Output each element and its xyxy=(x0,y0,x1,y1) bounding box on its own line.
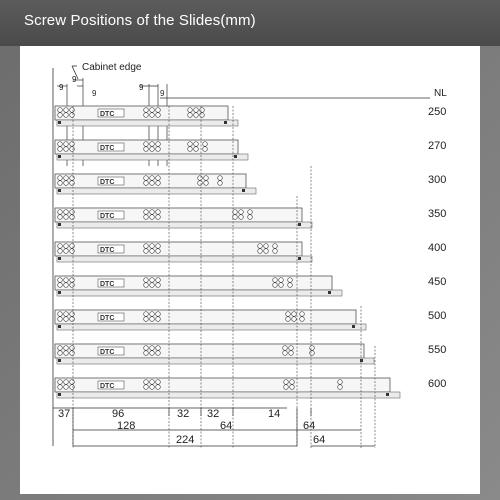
screw-hole xyxy=(70,210,75,215)
screw-hole xyxy=(144,312,149,317)
screw-hole xyxy=(144,181,149,186)
screw-hole xyxy=(144,317,149,322)
screw-hole xyxy=(248,215,253,220)
screw-hole xyxy=(156,283,161,288)
screw-hole xyxy=(58,113,63,118)
slide-500 xyxy=(55,310,446,330)
screw-hole xyxy=(150,113,155,118)
screw-hole xyxy=(264,249,269,254)
screw-hole xyxy=(64,249,69,254)
screw-hole xyxy=(156,249,161,254)
bottom-dim-32a: 32 xyxy=(177,408,190,420)
screw-hole xyxy=(194,113,199,118)
screw-hole xyxy=(150,181,155,186)
screw-hole xyxy=(279,283,284,288)
slide-300 xyxy=(55,174,446,194)
screw-hole xyxy=(144,142,149,147)
screw-hole xyxy=(203,147,208,152)
screw-hole xyxy=(64,210,69,215)
screw-hole xyxy=(64,351,69,356)
screw-hole xyxy=(64,108,69,113)
nl-value-500: 500 xyxy=(428,310,447,322)
screw-hole xyxy=(58,210,63,215)
screw-hole xyxy=(70,283,75,288)
screw-hole xyxy=(70,312,75,317)
top-dim-1: 9 xyxy=(59,83,64,92)
screw-hole xyxy=(150,317,155,322)
rail-mark xyxy=(352,325,355,328)
screw-hole xyxy=(64,380,69,385)
screw-hole xyxy=(64,312,69,317)
screw-hole xyxy=(200,108,205,113)
screw-hole xyxy=(144,147,149,152)
screw-hole xyxy=(156,317,161,322)
screw-hole xyxy=(279,278,284,283)
nl-value-400: 400 xyxy=(428,242,447,254)
bottom-dim-96: 96 xyxy=(112,408,125,420)
screw-hole xyxy=(58,181,63,186)
screw-hole xyxy=(286,312,291,317)
rail-mark xyxy=(58,121,61,124)
cabinet-edge-label: Cabinet edge xyxy=(82,62,142,73)
screw-hole xyxy=(233,210,238,215)
slide-rail xyxy=(57,324,366,330)
screw-hole xyxy=(188,142,193,147)
screw-hole xyxy=(150,244,155,249)
top-dim-3: 9 xyxy=(92,89,97,98)
rail-mark xyxy=(242,189,245,192)
screw-hole xyxy=(58,176,63,181)
screw-hole xyxy=(70,351,75,356)
slide-350 xyxy=(55,208,446,228)
brand-label: DTC xyxy=(100,383,115,390)
screw-hole xyxy=(150,249,155,254)
brand-label: DTC xyxy=(100,247,115,254)
screw-hole xyxy=(70,278,75,283)
screw-hole xyxy=(64,215,69,220)
page-title: Screw Positions of the Slides(mm) xyxy=(24,12,256,29)
slide-rail xyxy=(57,154,248,160)
screw-hole xyxy=(156,147,161,152)
screw-hole xyxy=(150,283,155,288)
screw-hole xyxy=(194,108,199,113)
screw-hole xyxy=(273,244,278,249)
screw-hole xyxy=(264,244,269,249)
screw-hole xyxy=(290,380,295,385)
screw-hole xyxy=(58,142,63,147)
screw-hole xyxy=(310,346,315,351)
screw-hole xyxy=(70,176,75,181)
slide-rail xyxy=(57,188,256,194)
screw-hole xyxy=(150,346,155,351)
screw-hole xyxy=(144,278,149,283)
screw-hole xyxy=(150,351,155,356)
bottom-dim-64a: 64 xyxy=(220,420,233,432)
screw-hole xyxy=(156,346,161,351)
screw-hole xyxy=(144,113,149,118)
screw-hole xyxy=(64,346,69,351)
nl-header: NL xyxy=(434,88,447,99)
screw-hole xyxy=(156,215,161,220)
slide-550 xyxy=(55,344,446,364)
screw-hole xyxy=(70,385,75,390)
screw-hole xyxy=(258,244,263,249)
screw-hole xyxy=(156,278,161,283)
screw-hole xyxy=(70,317,75,322)
screw-hole xyxy=(150,210,155,215)
screw-hole xyxy=(58,385,63,390)
brand-label: DTC xyxy=(100,281,115,288)
screw-hole xyxy=(239,215,244,220)
screw-hole xyxy=(58,351,63,356)
slide-rail xyxy=(57,290,342,296)
screw-hole xyxy=(290,385,295,390)
screw-hole xyxy=(64,317,69,322)
screw-hole xyxy=(300,312,305,317)
screw-hole xyxy=(273,249,278,254)
screw-hole xyxy=(58,244,63,249)
screw-hole xyxy=(292,317,297,322)
screw-hole xyxy=(239,210,244,215)
screw-hole xyxy=(218,181,223,186)
screw-position-diagram xyxy=(20,46,480,494)
screw-hole xyxy=(198,176,203,181)
screw-hole xyxy=(198,181,203,186)
screw-hole xyxy=(273,283,278,288)
slide-400 xyxy=(55,242,446,262)
screw-hole xyxy=(288,283,293,288)
rail-mark xyxy=(58,223,61,226)
brand-label: DTC xyxy=(100,213,115,220)
rail-mark xyxy=(58,257,61,260)
screw-hole xyxy=(248,210,253,215)
rail-mark xyxy=(58,291,61,294)
screw-hole xyxy=(58,278,63,283)
bottom-dim-32b: 32 xyxy=(207,408,220,420)
screw-hole xyxy=(283,346,288,351)
screw-hole xyxy=(288,278,293,283)
screw-hole xyxy=(156,108,161,113)
screw-hole xyxy=(258,249,263,254)
bottom-dim-37: 37 xyxy=(58,408,71,420)
slide-600 xyxy=(55,378,446,398)
screw-hole xyxy=(64,244,69,249)
screw-hole xyxy=(150,385,155,390)
rail-mark xyxy=(234,155,237,158)
screw-hole xyxy=(338,380,343,385)
bottom-dim-128: 128 xyxy=(117,420,136,432)
rail-mark xyxy=(58,325,61,328)
screw-hole xyxy=(156,210,161,215)
slide-body xyxy=(55,208,302,222)
screw-hole xyxy=(150,215,155,220)
bottom-dim-14: 14 xyxy=(268,408,281,420)
screw-hole xyxy=(233,215,238,220)
rail-mark xyxy=(58,155,61,158)
screw-hole xyxy=(58,312,63,317)
screw-hole xyxy=(150,278,155,283)
rail-mark xyxy=(58,359,61,362)
rail-mark xyxy=(298,257,301,260)
screw-hole xyxy=(188,147,193,152)
rail-mark xyxy=(224,121,227,124)
screw-hole xyxy=(70,113,75,118)
rail-mark xyxy=(58,393,61,396)
screw-hole xyxy=(218,176,223,181)
screw-hole xyxy=(144,176,149,181)
screw-hole xyxy=(70,244,75,249)
bottom-dim-64b: 64 xyxy=(303,420,316,432)
screw-hole xyxy=(64,181,69,186)
screw-hole xyxy=(58,215,63,220)
slide-270 xyxy=(55,140,446,160)
screw-hole xyxy=(194,142,199,147)
screw-hole xyxy=(144,380,149,385)
screw-hole xyxy=(156,113,161,118)
diagram-panel xyxy=(20,46,480,494)
nl-value-550: 550 xyxy=(428,344,447,356)
screw-hole xyxy=(58,249,63,254)
nl-value-450: 450 xyxy=(428,276,447,288)
screw-hole xyxy=(194,147,199,152)
screw-hole xyxy=(284,380,289,385)
screw-hole xyxy=(64,283,69,288)
screw-hole xyxy=(70,142,75,147)
screw-hole xyxy=(204,176,209,181)
screw-hole xyxy=(156,244,161,249)
screw-hole xyxy=(144,249,149,254)
screw-hole xyxy=(144,108,149,113)
screw-hole xyxy=(150,147,155,152)
screw-hole xyxy=(289,351,294,356)
screw-hole xyxy=(70,215,75,220)
screw-hole xyxy=(300,317,305,322)
screw-hole xyxy=(58,283,63,288)
screw-hole xyxy=(156,385,161,390)
screw-hole xyxy=(144,215,149,220)
screw-hole xyxy=(144,210,149,215)
screw-hole xyxy=(64,385,69,390)
nl-value-350: 350 xyxy=(428,208,447,220)
screw-hole xyxy=(64,142,69,147)
screw-hole xyxy=(200,113,205,118)
screw-hole xyxy=(156,380,161,385)
brand-label: DTC xyxy=(100,145,115,152)
brand-label: DTC xyxy=(100,349,115,356)
brand-label: DTC xyxy=(100,179,115,186)
screw-hole xyxy=(64,176,69,181)
rail-mark xyxy=(328,291,331,294)
nl-value-600: 600 xyxy=(428,378,447,390)
screw-hole xyxy=(286,317,291,322)
brand-label: DTC xyxy=(100,111,115,118)
screw-hole xyxy=(58,380,63,385)
slide-rail xyxy=(57,222,312,228)
top-dim-5: 9 xyxy=(160,89,165,98)
header-bar xyxy=(0,0,500,46)
slide-rail xyxy=(57,120,238,126)
screw-hole xyxy=(292,312,297,317)
screw-hole xyxy=(144,283,149,288)
screw-hole xyxy=(156,176,161,181)
slide-rail xyxy=(57,256,312,262)
screw-hole xyxy=(70,147,75,152)
screw-hole xyxy=(144,346,149,351)
screw-hole xyxy=(144,244,149,249)
screw-hole xyxy=(70,346,75,351)
screw-hole xyxy=(150,176,155,181)
screw-hole xyxy=(188,113,193,118)
slide-rail xyxy=(57,358,374,364)
rail-mark xyxy=(298,223,301,226)
screw-hole xyxy=(64,147,69,152)
rail-mark xyxy=(360,359,363,362)
screw-hole xyxy=(64,278,69,283)
screw-hole xyxy=(156,312,161,317)
screw-hole xyxy=(273,278,278,283)
slide-450 xyxy=(55,276,446,296)
rail-mark xyxy=(386,393,389,396)
top-dim-2: 9 xyxy=(72,75,77,84)
slide-250 xyxy=(55,106,446,126)
nl-value-300: 300 xyxy=(428,174,447,186)
screw-hole xyxy=(150,142,155,147)
screw-hole xyxy=(156,181,161,186)
nl-value-250: 250 xyxy=(428,106,447,118)
screw-hole xyxy=(144,385,149,390)
screw-hole xyxy=(58,317,63,322)
screw-hole xyxy=(310,351,315,356)
screw-hole xyxy=(150,108,155,113)
screw-hole xyxy=(70,249,75,254)
bottom-dim-224: 224 xyxy=(176,434,195,446)
nl-value-270: 270 xyxy=(428,140,447,152)
screw-hole xyxy=(203,142,208,147)
screw-hole xyxy=(70,108,75,113)
screw-hole xyxy=(284,385,289,390)
top-dim-4: 9 xyxy=(139,83,144,92)
screw-hole xyxy=(70,181,75,186)
screw-hole xyxy=(289,346,294,351)
rail-mark xyxy=(58,189,61,192)
screw-hole xyxy=(188,108,193,113)
screw-hole xyxy=(156,142,161,147)
screw-hole xyxy=(58,346,63,351)
screw-hole xyxy=(204,181,209,186)
screw-hole xyxy=(144,351,149,356)
brand-label: DTC xyxy=(100,315,115,322)
screw-hole xyxy=(283,351,288,356)
bottom-dim-64c: 64 xyxy=(313,434,326,446)
screw-hole xyxy=(58,147,63,152)
screw-hole xyxy=(58,108,63,113)
screw-hole xyxy=(70,380,75,385)
screw-hole xyxy=(156,351,161,356)
screw-hole xyxy=(64,113,69,118)
slide-rail xyxy=(57,392,400,398)
screw-hole xyxy=(150,380,155,385)
screw-hole xyxy=(338,385,343,390)
screw-hole xyxy=(150,312,155,317)
